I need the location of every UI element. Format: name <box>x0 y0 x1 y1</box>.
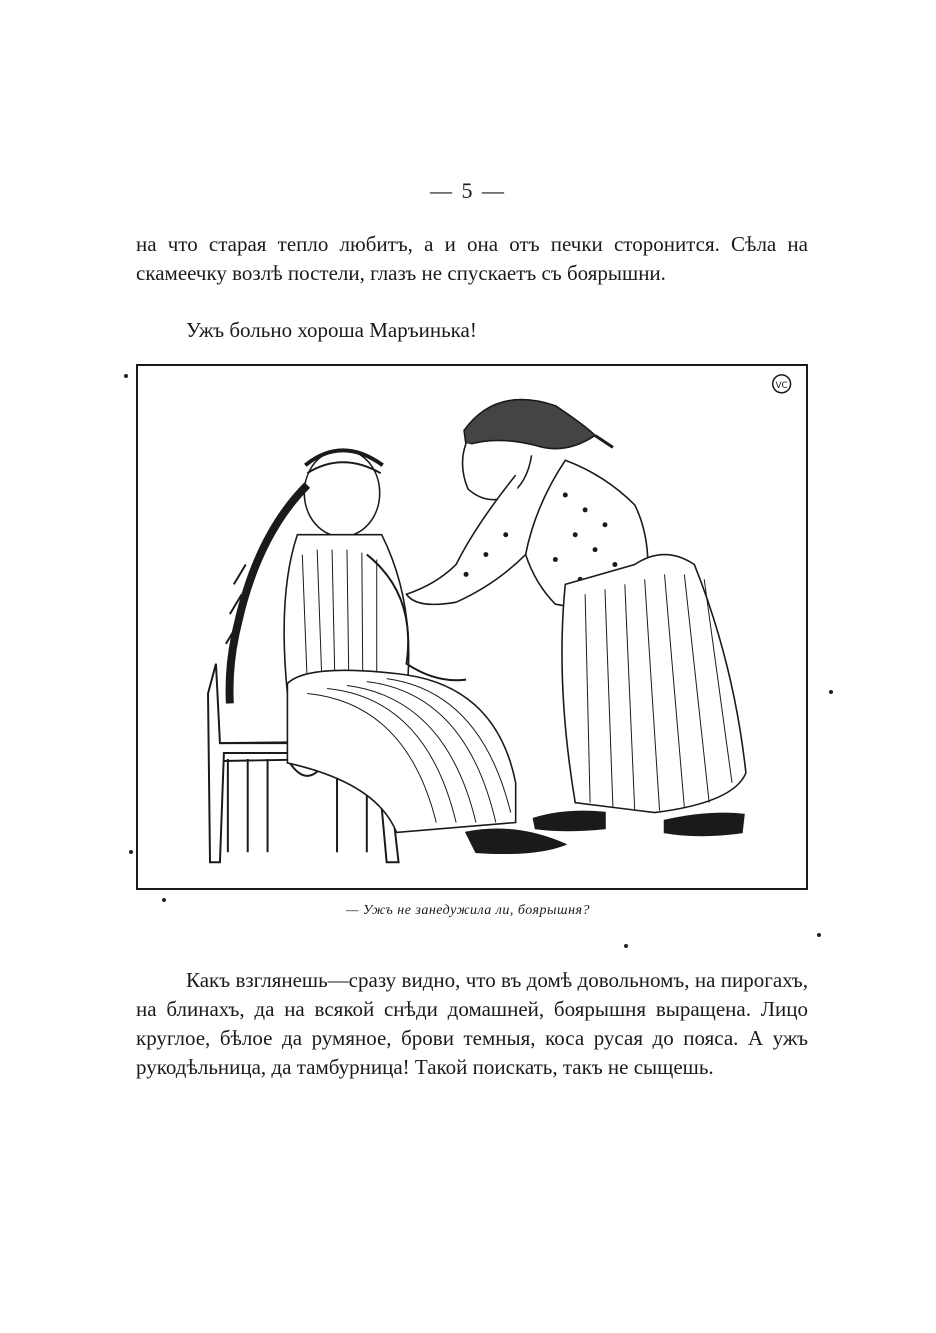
monogram-text: VC <box>775 380 788 391</box>
paragraph-description: Какъ взглянешь—сразу видно, что въ домѣ довольномъ, на пирогахъ, на блинахъ, да на всякой снѣди домашней, боярышня выращена. Лицо круглое, бѣлое да румяное, брови темныя, коса русая до пояса. А ужъ рукодѣльница, да тамбурница! Такой поискать, такъ не сыщешь. <box>136 968 808 1079</box>
ink-speck <box>162 898 166 902</box>
illustration-caption: — Ужъ не занедужила ли, боярышня? <box>345 903 591 918</box>
illustration-frame <box>136 364 808 890</box>
monogram-mark <box>773 375 791 393</box>
ink-speck <box>129 850 133 854</box>
ink-speck <box>124 374 128 378</box>
ink-speck <box>817 933 821 937</box>
ink-speck <box>829 690 833 694</box>
paragraph-exclamation: Ужъ больно хороша Маръинька! <box>186 318 477 342</box>
ink-speck <box>624 944 628 948</box>
illustration-drawing <box>138 366 806 888</box>
paragraph-continued: на что старая тепло любитъ, а и она отъ печки сторонится. Сѣла на скамеечку возлѣ постели, глазъ не спускаетъ съ боярышни. <box>136 232 808 285</box>
page-number: — 5 — <box>430 178 506 203</box>
